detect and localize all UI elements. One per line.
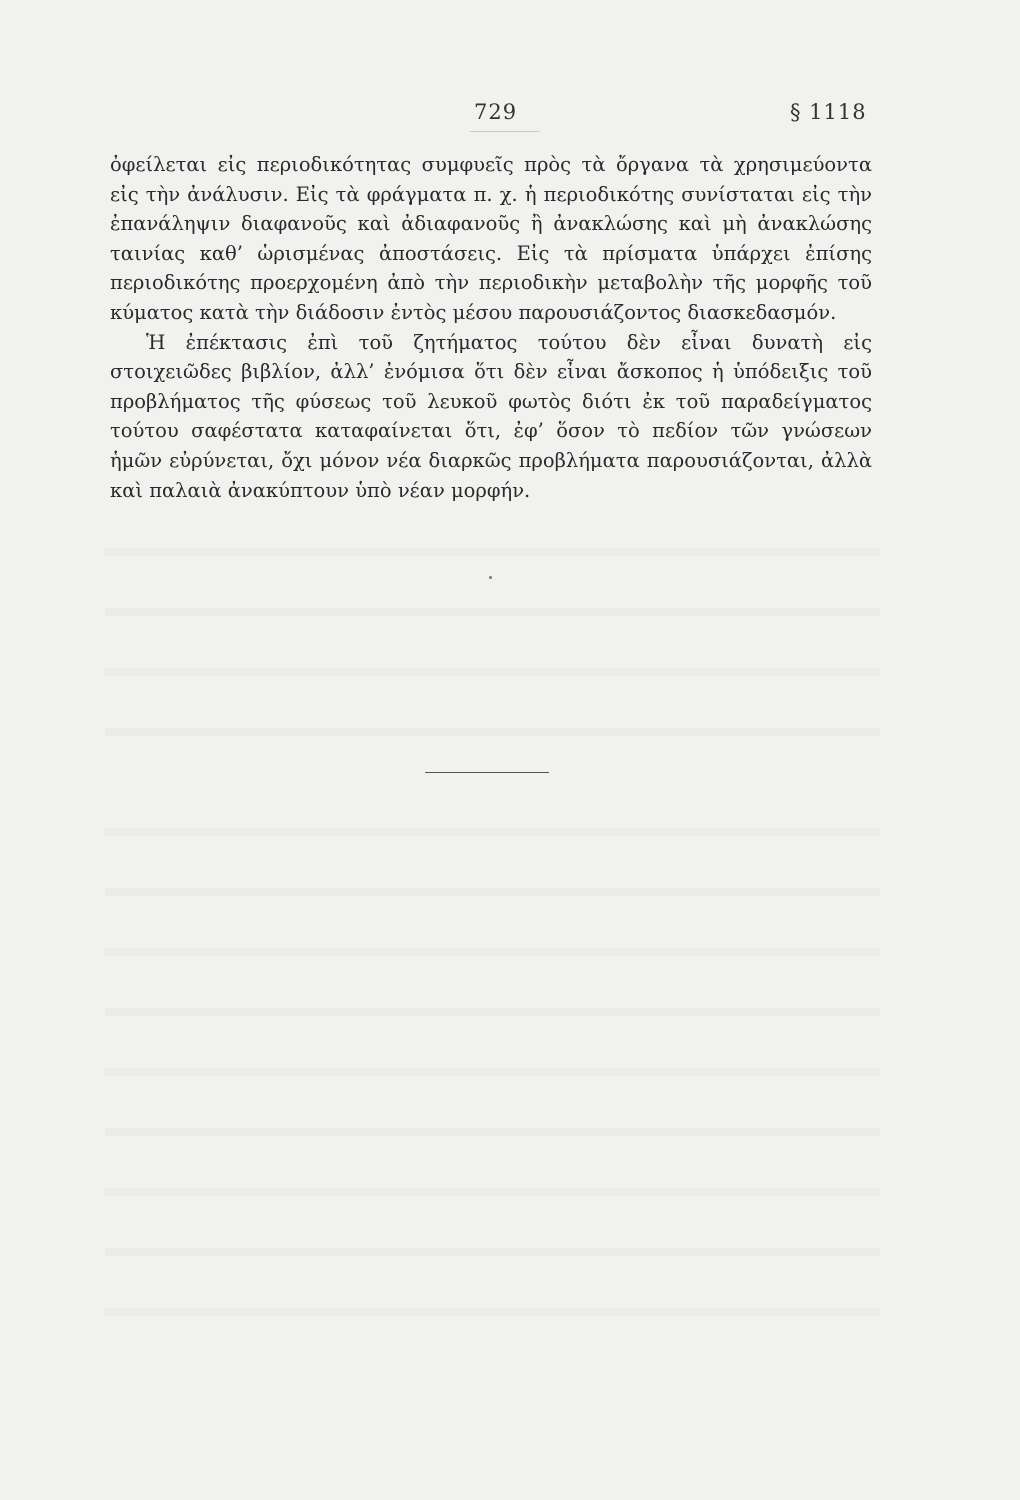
stray-dot (489, 576, 492, 579)
body-text (110, 150, 872, 505)
bleed-through-line (105, 1008, 880, 1016)
bleed-through-line (105, 608, 880, 616)
bleed-through-line (105, 668, 880, 676)
bleed-through-line (105, 1308, 880, 1316)
section-reference: § 1118 (790, 100, 867, 124)
bleed-through-line (105, 1248, 880, 1256)
bleed-through-line (105, 948, 880, 956)
paragraph-1: ὀφείλεται εἰς περιοδικότητας συμφυεῖς πρὸς τὰ ὄργανα τὰ χρησιμεύοντα εἰς τὴν ἀνάλυσιν. Εἰς τὰ φράγματα π. χ. ἡ περιοδικότης συνίσταται εἰς τὴν ἐπανάληψιν διαφανοῦς καὶ ἀδιαφανοῦς ἢ ἀνακλώσης καὶ μὴ ἀνακλώσης ταινίας καθ’ ὡρισμένας ἀποστάσεις. Εἰς τὰ πρίσματα ὑπάρχει ἐπίσης περιοδικότης προερχομένη ἀπὸ τὴν περιοδικὴν μεταβολὴν τῆς μορφῆς τοῦ κύματος κατὰ τὴν διάδοσιν ἐντὸς μέσου παρουσιάζοντος διασκεδασμόν. (110, 153, 872, 324)
bleed-through-line (105, 548, 880, 556)
bleed-through-line (105, 728, 880, 736)
bleed-through-line (105, 1128, 880, 1136)
paragraph-2: Ἡ ἐπέκτασις ἐπὶ τοῦ ζητήματος τούτου δὲν εἶναι δυνατὴ εἰς στοιχειῶδες βιβλίον, ἀλλ’ ἐνόμισα ὅτι δὲν εἶναι ἄσκοπος ἡ ὑπόδειξις τοῦ προβλήματος τῆς φύσεως τοῦ λευκοῦ φωτὸς διότι ἐκ τοῦ παραδείγματος τούτου σαφέστατα καταφαίνεται ὅτι, ἐφ’ ὅσον τὸ πεδίον τῶν γνώσεων ἡμῶν εὐρύνεται, ὄχι μόνον νέα διαρκῶς προβλήματα παρουσιάζονται, ἀλλὰ καὶ παλαιὰ ἀνακύπτουν ὑπὸ νέαν μορφήν. (110, 330, 872, 502)
page-number: 729 (474, 100, 518, 124)
bleed-through-line (105, 828, 880, 836)
bleed-through-line (105, 888, 880, 896)
page-number-underline (470, 131, 540, 132)
bleed-through-line (105, 1188, 880, 1196)
bleed-through-line (105, 1068, 880, 1076)
end-rule (425, 772, 549, 773)
